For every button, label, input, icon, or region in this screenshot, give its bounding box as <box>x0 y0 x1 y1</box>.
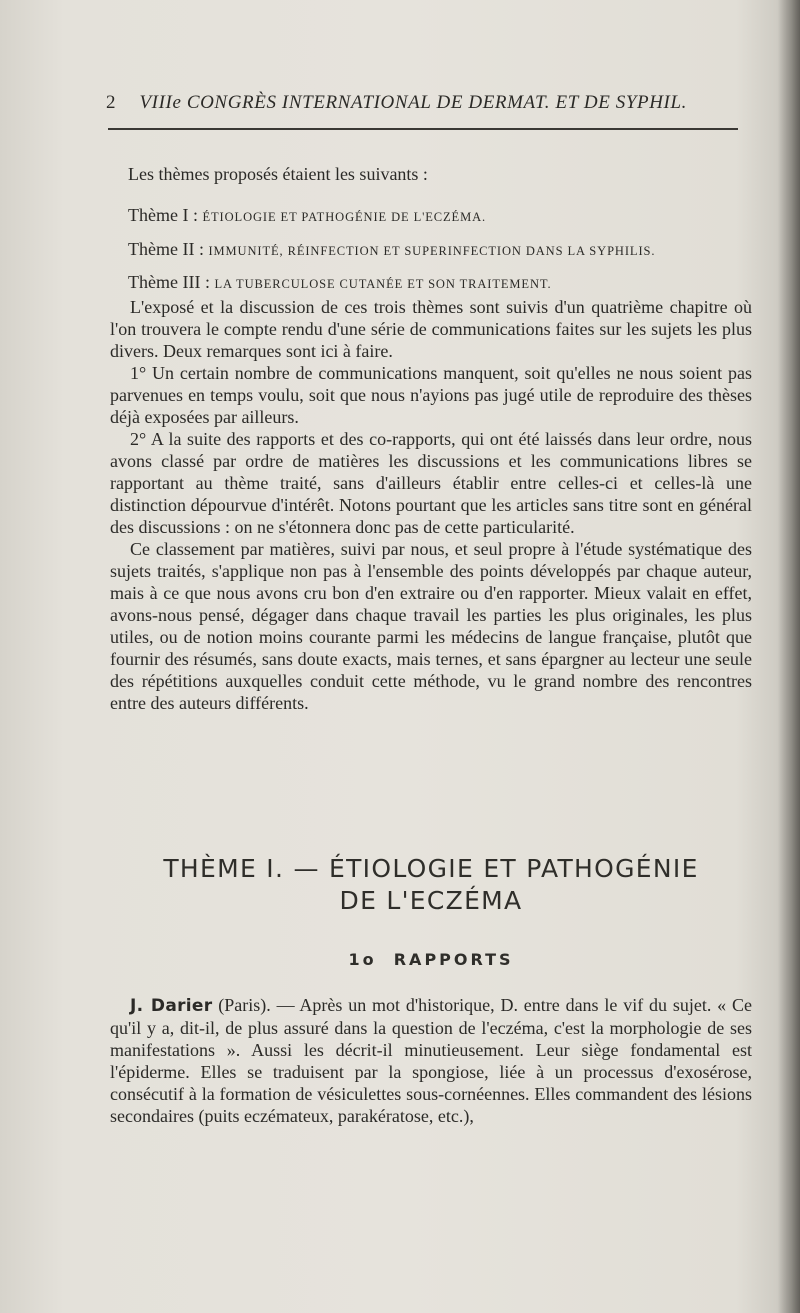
paragraph: 1° Un certain nombre de communications manquent, soit qu'elles ne nous soient pas parvenues en temps voulu, soit que nous n'ayions pas jugé utile de reproduire des thèses déjà exposées par ailleurs. <box>110 363 752 427</box>
paragraph: L'exposé et la discussion de ces trois thèmes sont suivis d'un quatrième chapitre où l'on trouvera le compte rendu d'une série de communications faites sur les sujets les plus divers. Deux remarques sont ici à faire. <box>110 297 752 361</box>
page-edge-shadow <box>778 0 800 1313</box>
theme-name: ÉTIOLOGIE ET PATHOGÉNIE DE L'ECZÉMA. <box>202 210 487 224</box>
theme-name: IMMUNITÉ, RÉINFECTION ET SUPERINFECTION DANS LA SYPHILIS. <box>208 244 656 258</box>
theme-item <box>128 272 552 293</box>
report-text: (Paris). — Après un mot d'historique, D. entre dans le vif du sujet. « Ce qu'il y a, dit-il, de plus assuré dans la question de l'eczéma, c'est la morphologie de ses manifestations ». Aussi les décrit-il minutieusement. Leur siège fondamental est l'épiderme. Elles se traduisent par la spongiose, liée à un processus d'exosérose, consécutif à la formation de vésiculettes sous-cornéennes. Elles commandent des lésions secondaires (puits eczémateux, parakératose, etc.), <box>110 995 752 1126</box>
header-rule <box>108 128 738 130</box>
section-title-continued: DE L'ECZÉMA <box>339 886 523 915</box>
theme-item <box>128 239 655 260</box>
report-paragraph <box>110 994 752 1127</box>
intro-text: Les thèmes proposés étaient les suivants : <box>128 164 428 184</box>
theme-name: LA TUBERCULOSE CUTANÉE ET SON TRAITEMENT. <box>214 277 552 291</box>
report-author: J. Darier <box>130 996 213 1016</box>
theme-prefix: Thème III : <box>128 272 215 292</box>
subsection-label: RAPPORTS <box>393 950 514 969</box>
theme-item <box>128 205 486 226</box>
report-entry <box>110 994 752 1127</box>
section-title: THÈME I. — ÉTIOLOGIE ET PATHOGÉNIE <box>163 854 699 883</box>
running-head <box>106 92 746 114</box>
running-head-title: VIIIe CONGRÈS INTERNATIONAL DE DERMAT. ET DE SYPHIL. <box>139 92 687 113</box>
subsection-number: 1o <box>348 950 377 969</box>
body-text <box>110 296 752 714</box>
theme-prefix: Thème II : <box>128 239 209 259</box>
page-number: 2 <box>106 92 117 113</box>
paragraph: Ce classement par matières, suivi par nous, et seul propre à l'étude systématique des sujets traités, s'applique non pas à l'ensemble des points développés par chaque auteur, mais à ce que nous avons cru bon d'en extraire ou d'en rapporter. Mieux valait en effet, avons-nous pensé, dégager dans chaque travail les parties les plus originales, les plus utiles, ou de notion moins courante parmi les médecins de langue française, plutôt que fournir des résumés, sans doute exacts, mais ternes, et sans épargner au lecteur une seule des répétitions auxquelles conduit cette méthode, vu le grand nombre des rencontres entre des auteurs différents. <box>110 539 752 713</box>
paragraph: 2° A la suite des rapports et des co-rapports, qui ont été laissés dans leur ordre, nous avons classé par ordre de matières les discussions et les communications libres se rapportant au thème traité, sans d'ailleurs établir entre celles-ci et celles-là une distinction dépourvue d'intérêt. Notons pourtant que les articles sans titre sont en général des discussions : on ne s'étonnera donc pas de cette particularité. <box>110 429 752 537</box>
subsection-heading <box>110 950 752 969</box>
theme-prefix: Thème I : <box>128 205 203 225</box>
